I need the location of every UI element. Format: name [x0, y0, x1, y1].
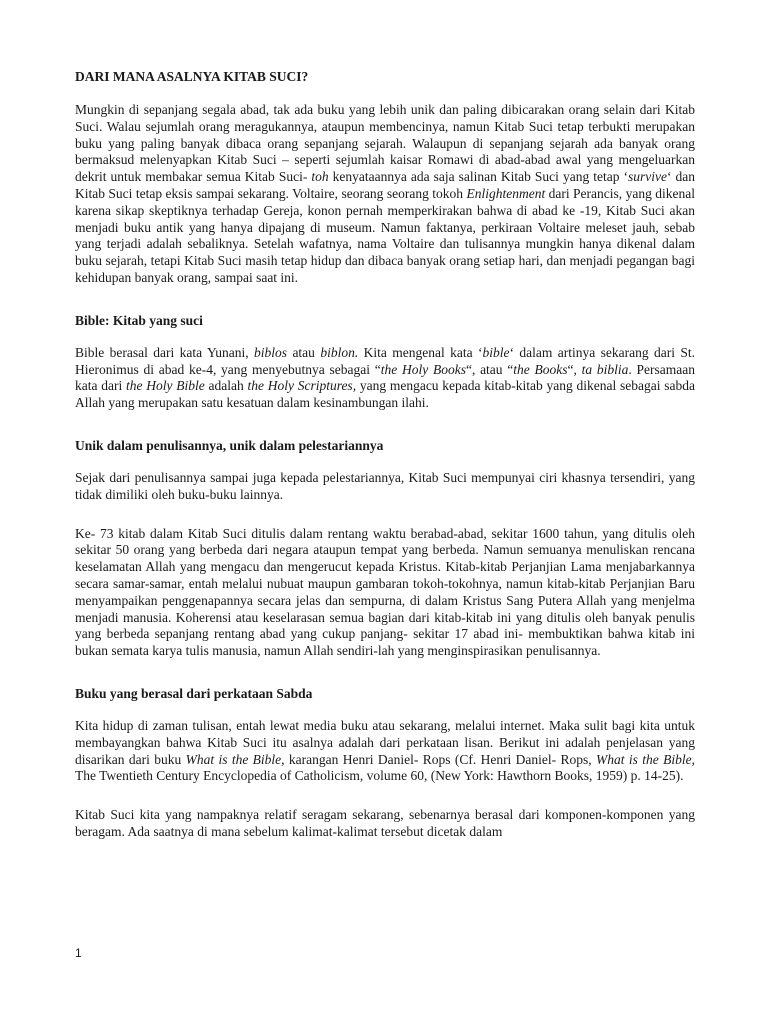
italic-text: What is the Bible: [185, 751, 282, 767]
paragraph-bible: Bible berasal dari kata Yunani, biblos atau biblon. Kita mengenal kata ‘bible‘ dalam artinya sekarang dari St. Hieronimus di abad ke-4, yang menyebutnya sebagai “the Holy Books“, atau “the Books“, ta biblia. Persamaan kata dari the Holy Bible adalah the Holy Scriptures, yang mengacu kepada kitab-kitab yang dikenal sebagai sabda Allah yang merupakan satu kesatuan dalam kesinambungan ilahi.: [75, 344, 695, 411]
italic-text: toh: [311, 169, 329, 185]
italic-text: survive: [627, 169, 667, 185]
document-body: [75, 64, 695, 841]
paragraph-unik-1: Sejak dari penulisannya sampai juga kepada pelestariannya, Kitab Suci mempunyai ciri khasnya tersendiri, yang tidak dimiliki oleh buku-buku lainnya.: [75, 469, 695, 502]
italic-text: biblon.: [320, 344, 359, 360]
paragraph-sabda-2: Kitab Suci kita yang nampaknya relatif seragam sekarang, sebenarnya berasal dari komponen-komponen yang beragam. Ada saatnya di mana sebelum kalimat-kalimat tersebut dicetak dalam: [75, 807, 695, 839]
italic-text: the Books: [513, 361, 568, 377]
paragraph-sabda-1: Kita hidup di zaman tulisan, entah lewat media buku atau sekarang, melalui internet. Maka sulit bagi kita untuk membayangkan bahwa Kitab Suci itu asalnya adalah dari perkataan lisan. Berikut ini adalah penjelasan yang disarikan dari buku What is the Bible, karangan Henri Daniel- Rops (Cf. Henri Daniel- Rops, What is the Bible, The Twentieth Century Encyclopedia of Catholicism, volume 60, (New York: Hawthorn Books, 1959) p. 14-25).: [75, 717, 695, 784]
italic-text: bible: [482, 344, 510, 360]
section-heading-unik: Unik dalam penulisannya, unik dalam pelestariannya: [75, 437, 384, 453]
italic-text: the Holy Books: [380, 361, 466, 377]
italic-text: the Holy Bible: [125, 378, 205, 394]
page-number: 1: [75, 946, 82, 960]
italic-text: What is the Bible: [596, 751, 692, 767]
paragraph-unik-2: Ke- 73 kitab dalam Kitab Suci ditulis dalam rentang waktu berabad-abad, sekitar 1600 tahun, yang ditulis oleh sekitar 50 orang yang berbeda dari negara ataupun tempat yang berbeda. Namun semuanya menuliskan rencana keselamatan Allah yang mengacu dan mengerucut kepada Kristus. Kitab-kitab Perjanjian Lama menjabarkannya secara samar-samar, entah melalui nubuat maupun gambaran tokoh-tokohnya, namun kitab-kitab Perjanjian Baru menyampaikan penggenapannya secara jelas dan sempurna, di dalam Kristus Sang Putera Allah yang menjelma menjadi manusia. Koherensi atau keselarasan semua bagian dari kitab-kitab ini yang ditulis oleh banyak penulis yang berbeda sepanjang rentang abad yang cukup panjang- sekitar 17 abad ini- membuktikan bahwa kitab ini bukan semata karya tulis manusia, namun Allah sendiri-lah yang menginspirasikan penulisannya.: [75, 525, 695, 659]
intro-paragraph: Mungkin di sepanjang segala abad, tak ada buku yang lebih unik dan paling dibicarakan orang selain dari Kitab Suci. Walau sejumlah orang meragukannya, ataupun membencinya, namun Kitab Suci tetap terbukti merupakan buku yang paling banyak dibaca orang sepanjang sejarah. Walaupun di sepanjang sejarah ada banyak orang bermaksud melenyapkan Kitab Suci – seperti sejumlah kaisar Romawi di abad-abad awal yang mengeluarkan dekrit untuk membakar semua Kitab Suci- toh kenyataannya ada saja salinan Kitab Suci yang tetap ‘survive‘ dan Kitab Suci tetap eksis sampai sekarang. Voltaire, seorang seorang tokoh Enlightenment dari Perancis, yang dikenal karena sikap skeptiknya terhadap Gereja, konon pernah memperkirakan bahwa di abad ke -19, Kitab Suci akan menjadi buku antik yang hanya dipajang di museum. Namun faktanya, perkiraan Voltaire meleset jauh, sebab yang terjadi adalah sebaliknya. Setelah wafatnya, nama Voltaire dan tulisannya mungkin hanya dikenal dalam buku sejarah, tetapi Kitab Suci masih tetap hidup dan dibaca banyak orang setiap hari, dan menjadi pegangan bagi kehidupan banyak orang, sampai saat ini.: [75, 102, 695, 285]
section-heading-sabda: Buku yang berasal dari perkataan Sabda: [75, 685, 313, 701]
italic-text: the Holy Scriptures,: [247, 378, 357, 394]
document-title: DARI MANA ASALNYA KITAB SUCI?: [75, 69, 309, 84]
italic-text: biblos: [254, 344, 288, 360]
italic-text: ta biblia: [581, 361, 629, 377]
italic-text: Enlightenment: [466, 185, 546, 201]
section-heading-bible: Bible: Kitab yang suci: [75, 312, 203, 328]
